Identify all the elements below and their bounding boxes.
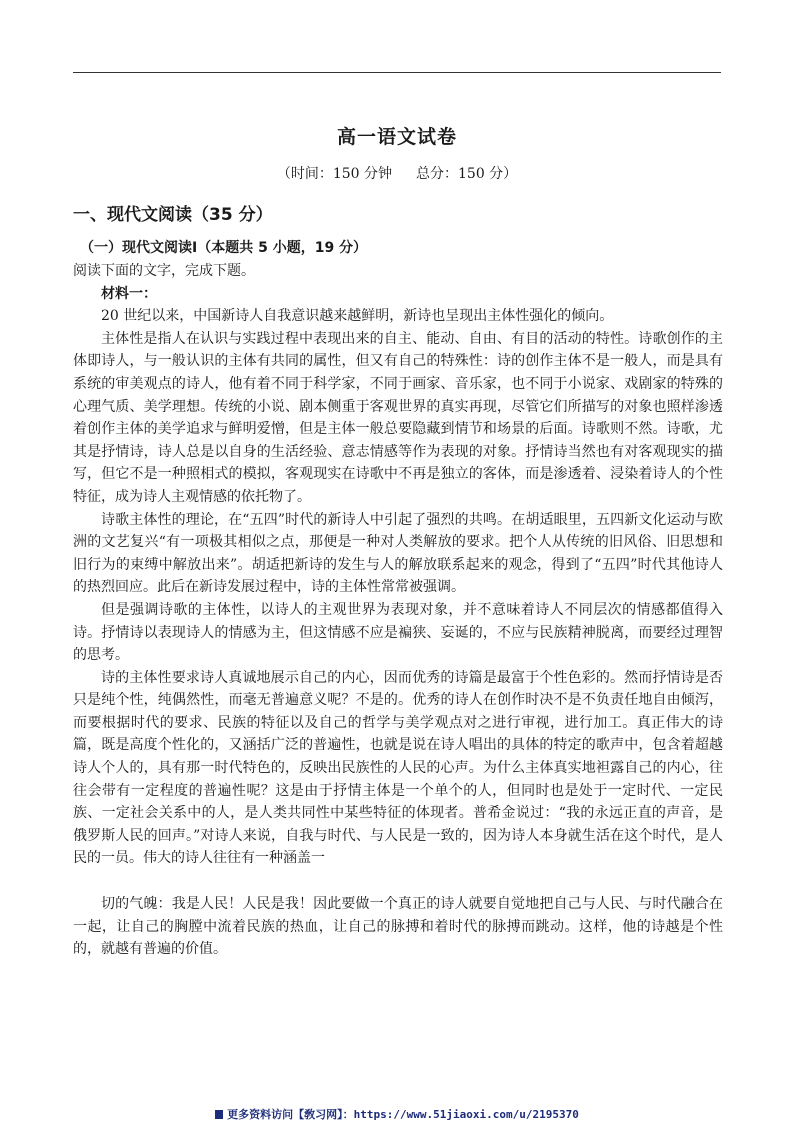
exam-time: （时间：150 分钟 [276,166,392,182]
reading-passage [73,260,723,961]
footer-link[interactable] [0,1106,794,1122]
paragraph: 但是强调诗歌的主体性，以诗人的主观世界为表现对象，并不意味着诗人不同层次的情感都值得入诗。抒情诗以表现诗人的情感为主，但这情感不应是褊狭、妄诞的，不应与民族精神脱离，而要经过理智的思考。 [73,601,723,664]
paragraph: 切的气魄：我是人民！人民是我！因此要做一个真正的诗人就要自觉地把自己与人民、与时代融合在一起，让自己的胸膛中流着民族的热血，让自己的脉搏和着时代的脉搏而跳动。这样，他的诗越是个性的，就越有普遍的价值。 [73,896,723,958]
section-heading: 一、现代文阅读（35 分） [73,205,273,225]
material-label: 材料一： [101,285,157,302]
footer-text: 更多资料访问【敎习网】：https://www.51jiaoxi.com/u/2195370 [227,1108,579,1121]
subsection-heading: （一）现代文阅读Ⅰ（本题共 5 小题，19 分） [80,240,368,256]
paragraph: 诗的主体性要求诗人真诚地展示自己的内心，因而优秀的诗篇是最富于个性色彩的。然而抒情诗是否只是纯个性，纯偶然性，而毫无普遍意义呢？不是的。优秀的诗人在创作时决不是不负责任地自由倾泻，而要根据时代的要求、民族的特征以及自己的哲学与美学观点对之进行审视，进行加工。真正伟大的诗篇，既是高度个性化的，又涵括广泛的普遍性，也就是说在诗人唱出的具体的特定的歌声中，包含着超越诗人个人的，具有那一时代特色的，反映出民族性的人民的心声。为什么主体真实地袒露自己的内心，往往会带有一定程度的普遍性呢？这是由于抒情主体是一个单个的人，但同时也是处于一定时代、一定民族、一定社会关系中的人，是人类共同性中某些特征的体现者。普希金说过：“我的永远正直的声音，是俄罗斯人民的回声。”对诗人来说，自我与时代、与人民是一致的，因为诗人本身就生活在这个时代，是人民的一员。伟大的诗人往往有一种涵盖一 [73,669,723,867]
page-gap [73,870,723,893]
paragraph: 诗歌主体性的理论，在“五四”时代的新诗人中引起了强烈的共鸣。在胡适眼里，五四新文化运动与欧洲的文艺复兴“有一项极其相似之点，那便是一种对人类解放的要求。把个人从传统的旧风俗、旧思想和旧行为的束缚中解放出来”。胡适把新诗的发生与人的解放联系起来的观念，得到了“五四”时代其他诗人的热烈回应。此后在新诗发展过程中，诗的主体性常常被强调。 [73,511,723,596]
header-rule [73,72,721,73]
page-title: 高一语文试卷 [336,126,457,148]
exam-total-score: 总分：150 分） [416,166,518,182]
paragraph: 20 世纪以来，中国新诗人自我意识越来越鲜明，新诗也呈现出主体性强化的倾向。 [101,308,614,325]
instruction-text: 阅读下面的文字，完成下题。 [73,263,255,279]
exam-info [0,163,794,183]
paragraph: 主体性是指人在认识与实践过程中表现出来的自主、能动、自由、有目的活动的特性。诗歌创作的主体即诗人，与一般认识的主体有共同的属性，但又有自己的特殊性：诗的创作主体不是一般人，而是具有系统的审美观点的诗人，他有着不同于科学家，不同于画家、音乐家，也不同于小说家、戏剧家的特殊的心理气质、美学理想。传统的小说、剧本侧重于客观世界的真实再现，尽管它们所描写的对象也照样渗透着创作主体的美学追求与鲜明爱憎，但是主体一般总要隐藏到情节和场景的后面。诗歌则不然。诗歌，尤其是抒情诗，诗人总是以自身的生活经验、意志情感等作为表现的对象。抒情诗当然也有对客观现实的描写，但它不是一种照相式的模拟，客观现实在诗歌中不再是独立的客体，而是渗透着、浸染着诗人的个性特征，成为诗人主观情感的依托物了。 [73,330,723,505]
flag-icon [215,1110,223,1119]
